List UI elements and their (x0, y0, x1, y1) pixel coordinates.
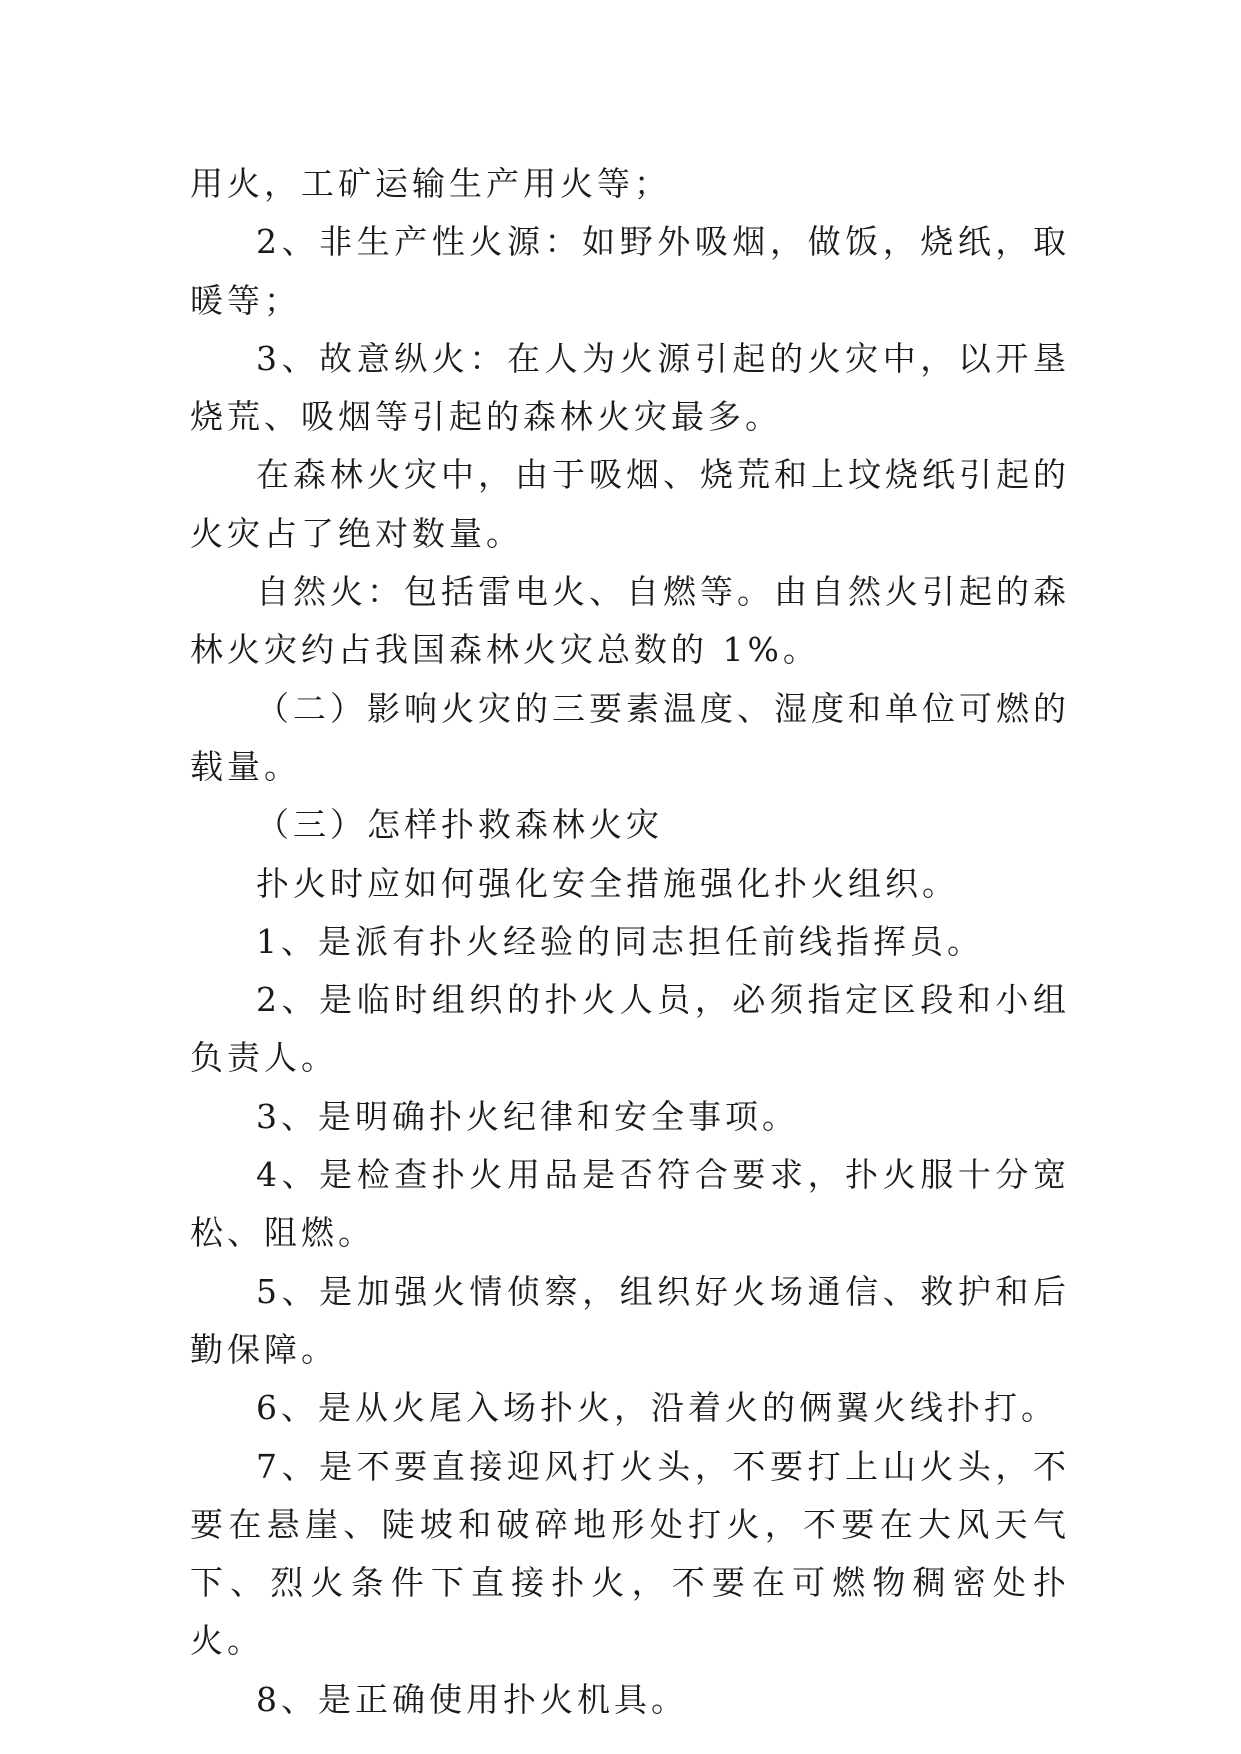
document-body (190, 155, 1070, 1729)
list-item-5: 5、是加强火情侦察，组织好火场通信、救护和后勤保障。 (190, 1271, 1070, 1369)
paragraph-fire-causes: 在森林火灾中，由于吸烟、烧荒和上坟烧纸引起的火灾占了绝对数量。 (190, 455, 1070, 553)
list-item-7: 7、是不要直接迎风打火头，不要打上山火头，不要在悬崖、陡坡和破碎地形处打火，不要在大风天气下、烈火条件下直接扑火，不要在可燃物稠密处扑火。 (190, 1446, 1070, 1661)
paragraph-safety-measures: 扑火时应如何强化安全措施强化扑火组织。 (256, 863, 959, 903)
heading-how-to-fight-fire: （三）怎样扑救森林火灾 (256, 805, 663, 845)
paragraph-non-production-fire: 2、非生产性火源：如野外吸烟，做饭，烧纸，取暖等； (190, 222, 1070, 320)
paragraph-natural-fire: 自然火：包括雷电火、自燃等。由自然火引起的森林火灾约占我国森林火灾总数的 1%。 (190, 572, 1070, 670)
list-item-8: 8、是正确使用扑火机具。 (256, 1679, 688, 1719)
paragraph-arson: 3、故意纵火：在人为火源引起的火灾中，以开垦烧荒、吸烟等引起的森林火灾最多。 (190, 338, 1070, 437)
paragraph-continuation: 用火，工矿运输生产用火等； (190, 164, 671, 203)
list-item-6: 6、是从火尾入场扑火，沿着火的俩翼火线扑打。 (256, 1388, 1058, 1428)
heading-three-factors: （二）影响火灾的三要素温度、湿度和单位可燃的载量。 (190, 688, 1070, 786)
list-item-1: 1、是派有扑火经验的同志担任前线指挥员。 (256, 921, 984, 961)
list-item-3: 3、是明确扑火纪律和安全事项。 (256, 1096, 799, 1136)
list-item-4: 4、是检查扑火用品是否符合要求，扑火服十分宽松、阻燃。 (190, 1155, 1070, 1253)
list-item-2: 2、是临时组织的扑火人员，必须指定区段和小组负责人。 (190, 980, 1070, 1078)
